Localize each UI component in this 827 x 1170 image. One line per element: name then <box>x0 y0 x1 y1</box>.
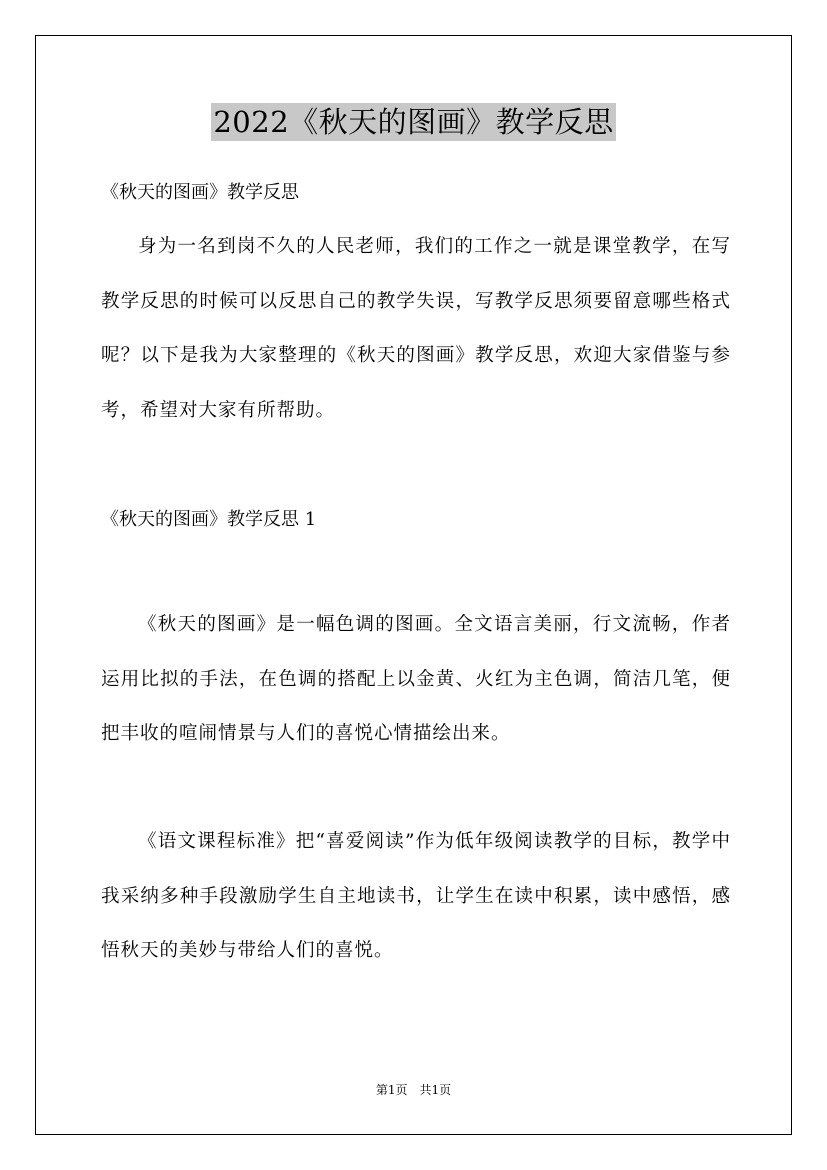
document-title: 2022《秋天的图画》教学反思 <box>213 105 614 139</box>
page-footer: 第1页 共1页 <box>375 1083 452 1097</box>
intro-paragraph: 身为一名到岗不久的人民老师，我们的工作之一就是课堂教学，在写教学反思的时候可以反思自己的教学失误，写教学反思须要留意哪些格式呢？以下是我为大家整理的《秋天的图画》教学反思，欢迎大家借鉴与参考，希望对大家有所帮助。 <box>101 236 731 421</box>
body-paragraph-2: 《语文课程标准》把“喜爱阅读”作为低年级阅读教学的目标，教学中我采纳多种手段激励学生自主地读书，让学生在读中积累，读中感悟，感悟秋天的美妙与带给人们的喜悦。 <box>101 831 731 961</box>
title-container <box>0 103 827 141</box>
body-paragraph-1: 《秋天的图画》是一幅色调的图画。全文语言美丽，行文流畅，作者运用比拟的手法，在色调的搭配上以金黄、火红为主色调，简洁几笔，便把丰收的喧闹情景与人们的喜悦心情描绘出来。 <box>101 614 731 744</box>
document-subtitle: 《秋天的图画》教学反思 <box>101 182 299 203</box>
section-heading: 《秋天的图画》教学反思 1 <box>101 509 317 530</box>
